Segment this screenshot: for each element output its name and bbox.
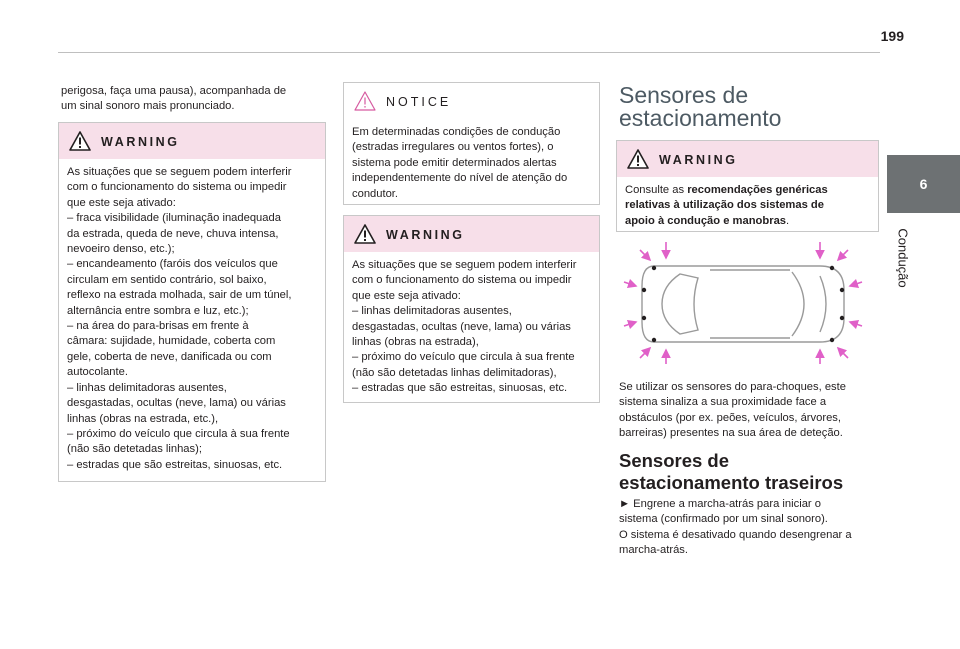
warning-title: WARNING — [386, 228, 465, 242]
warning-text: As situações que se seguem podem interferir com o funcionamento do sistema ou impedir que este seja ativado: – linhas delimitadoras ausentes, desgastadas, ocultas (neve, lama) ou várias linhas (obras na estrada), – próximo do veículo que circula à sua frente (não são detetadas linhas delimitadoras), – estradas que são estreitas, sinuosas, etc. — [352, 259, 577, 395]
warning-box-3 — [616, 140, 879, 232]
warning-triangle-icon — [354, 224, 376, 244]
rear-sensors-text: ► Engrene a marcha-atrás para iniciar o sistema (confirmado por um sinal sonoro). O sistema é desativado quando desengrenar a marcha-atrás. — [619, 498, 852, 557]
warning-triangle-icon — [627, 149, 649, 169]
notice-title: NOTICE — [386, 95, 452, 109]
warning-title: WARNING — [101, 135, 180, 149]
chapter-tab[interactable]: 6 — [887, 155, 960, 213]
subsection-heading: Sensores de estacionamento traseiros — [619, 450, 844, 493]
sensor-description: Se utilizar os sensores do para-choques, este sistema sinaliza a sua proximidade face a obstáculos (por ex. peões, veículos, árvores, barreiras) presentes na sua área de deteção. — [619, 381, 846, 440]
warning-triangle-icon — [69, 131, 91, 151]
section-heading: Sensores de estacionamento — [619, 82, 782, 131]
warning-box-2 — [343, 215, 600, 403]
page-number: 199 — [880, 28, 904, 44]
header-rule — [58, 52, 880, 53]
warning-header — [617, 141, 878, 177]
link-text[interactable]: recomendações genéricas — [687, 184, 828, 196]
chapter-label: Condução — [895, 228, 911, 288]
warning-header — [344, 216, 599, 252]
warning-header — [59, 123, 325, 159]
notice-box — [343, 82, 600, 205]
notice-triangle-icon — [354, 91, 376, 111]
intro-text: perigosa, faça uma pausa), acompanhada de um sinal sonoro mais pronunciado. — [61, 85, 287, 113]
notice-text: Em determinadas condições de condução (estradas irregulares ou ventos fortes), o sistema pode emitir determinados alertas independentemente do nível de atenção do condutor. — [352, 126, 568, 200]
parking-sensors-diagram — [620, 242, 865, 364]
warning-text: Consulte as recomendações genéricas relativas à utilização dos sistemas de apoio à condução e manobras. — [625, 184, 828, 227]
warning-title: WARNING — [659, 153, 738, 167]
warning-box-1 — [58, 122, 326, 482]
sensor-dots — [642, 266, 844, 342]
notice-header — [344, 83, 599, 119]
car-outline — [642, 266, 844, 342]
warning-text: As situações que se seguem podem interferir com o funcionamento do sistema ou impedir que este seja ativado: – fraca visibilidade (iluminação inadequada da estrada, queda de neve, chuva intensa, nevoeiro denso, etc.); – encandeamento (faróis dos veículos que circulam em sentido contrário, sol baixo, reflexo na estrada molhada, sair de um túnel, alternância entre sombra e luz, etc.); – na área do para-brisas em frente à câmara: sujidade, humidade, coberta com gele, coberta de neve, danificada ou com autocolante. – linhas delimitadoras ausentes, desgastadas, ocultas (neve, lama) ou várias linhas (obras na estrada, etc.), – próximo do veículo que circula à sua frente (não são detetadas linhas); – estradas que são estreitas, sinuosas, etc. — [67, 166, 292, 471]
